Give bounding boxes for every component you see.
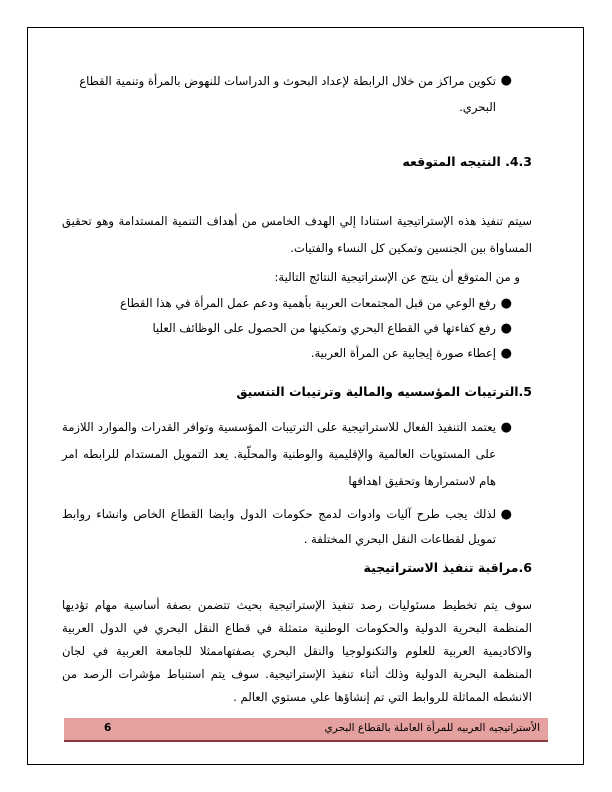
list-item: ● تكوين مراكز من خلال الرابطة لإعداد البحوث و الدراسات للنهوض بالمرأة وتنمية القطاع البحري.: [62, 68, 532, 120]
section-4-3-heading-wrap: [62, 152, 532, 172]
page-footer: [64, 718, 548, 742]
paragraph-intro: و من المتوقع أن ينتج عن الإستراتيجية النتائج التالية:: [274, 270, 520, 284]
bullet-icon: ●: [500, 296, 512, 311]
section-6-heading-wrap: [62, 558, 532, 578]
section-heading: 4.3. النتيجه المتوقعه: [402, 154, 532, 169]
paragraph: سيتم تنفيذ هذه الإستراتيجية استنادا إلي الهدف الخامس من أهداف التنمية المستدامة وهو تحقيق المساواة بين الجنسين وتمكين كل النساء والفتيات.: [62, 214, 532, 255]
bullet-icon: ●: [500, 321, 512, 336]
list-item: ● إعطاء صورة إيجابية عن المرأة العربية.: [62, 341, 532, 366]
top-bullet-list: [62, 68, 532, 120]
section-4-3-body: [62, 208, 532, 262]
page-number: 6: [104, 722, 112, 734]
bullet-icon: ●: [500, 507, 512, 522]
section-heading: 6.مراقبة تنفيذ الاستراتيجية: [363, 560, 532, 575]
list-item: ● يعتمد التنفيذ الفعال للاستراتيجية على الترتيبات المؤسسية وتوافر القدرات والموارد اللازمة على المستويات العالمية والإقليمية والوطنية والمحلّية. يعد التمويل المستدام للرابطه امر هام لاستمرارها وتحقيق اهدافها: [62, 414, 532, 495]
section-4-3-intro-wrap: [62, 265, 532, 289]
section-5-heading-wrap: [62, 382, 532, 402]
bullet-icon: ●: [500, 420, 512, 435]
footer-title: الأستراتيجيه العربيه للمرأة العاملة بالقطاع البحري: [324, 722, 540, 734]
section-6-body: [62, 594, 532, 709]
results-bullet-list: [62, 291, 532, 366]
bullet-icon: ●: [500, 346, 512, 361]
section-heading: 5.الترتيبات المؤسسيه والمالية وترتيبات التنسيق: [236, 384, 532, 399]
bullet-icon: ●: [500, 73, 512, 88]
paragraph: سوف يتم تخطيط مسئوليات رصد تنفيذ الإستراتيجية بحيث تتضمن بصفة أساسية مهام تؤديها المنظمة البحرية الدولية والحكومات الوطنية متمثلة في قطاع النقل البحري في الدول العربية والاكاديمية العربية للعلوم والتكنولوجيا والنقل البحري بصفتهاممثلا للجامعة العربية في لجان المنظمة البحرية الدولية وذلك أثناء تنفيذ الإستراتيجية. سوف يتم استنباط مؤشرات الرصد من الانشطه المماثلة للروابط التي تم إنشاؤها علي مستوي العالم .: [62, 598, 532, 704]
list-item: ● رفع الوعي من قبل المجتمعات العربية بأهمية ودعم عمل المرأة في هذا القطاع: [62, 291, 532, 316]
list-item: ● لذلك يجب طرح آليات وادوات لدمج حكومات الدول وايضا القطاع الخاص وانشاء روابط تمويل لقطاعات النقل البحري المختلفة .: [62, 502, 532, 552]
section-5-bullet-list: [62, 414, 532, 495]
list-item: ● رفع كفاءتها في القطاع البحري وتمكينها من الحصول على الوظائف العليا: [62, 316, 532, 341]
section-5-bullet-list-2: [62, 502, 532, 552]
